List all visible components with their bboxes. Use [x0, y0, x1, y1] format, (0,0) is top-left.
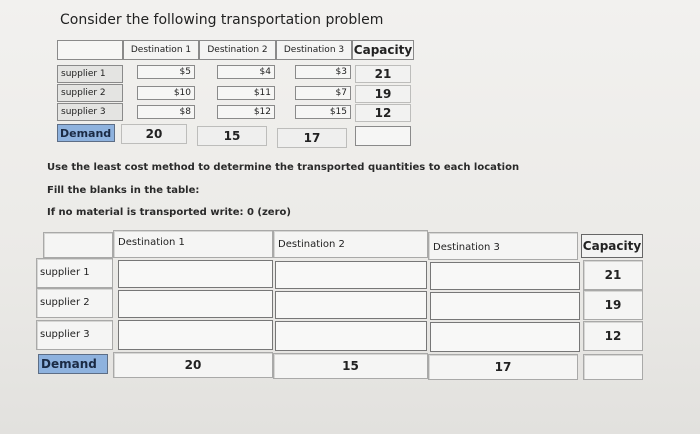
answer-capacity-value: 12: [583, 321, 643, 351]
cost-demand-label: Demand: [57, 124, 115, 142]
answer-table-corner: [43, 232, 113, 258]
answer-input-s2-d2[interactable]: [275, 291, 427, 319]
cost-cell: $12: [217, 105, 275, 119]
answer-input-s3-d2[interactable]: [275, 321, 427, 351]
cost-cell: $3: [295, 65, 351, 79]
answer-capacity-value: 21: [583, 260, 643, 290]
cost-capacity-value: 21: [355, 65, 411, 83]
cost-cell: $10: [137, 86, 195, 100]
cost-cell: $4: [217, 65, 275, 79]
answer-row-label: supplier 2: [36, 288, 113, 318]
cost-cell: $15: [295, 105, 351, 119]
answer-header-destination-2: Destination 2: [273, 230, 428, 258]
answer-row-label: supplier 1: [36, 258, 113, 288]
cost-capacity-value: 19: [355, 85, 411, 103]
cost-demand-blank: [355, 126, 411, 146]
cost-cell: $8: [137, 105, 195, 119]
answer-demand-label: Demand: [38, 354, 108, 374]
answer-demand-value: 20: [113, 352, 273, 378]
cost-capacity-value: 12: [355, 104, 411, 122]
answer-input-s1-d2[interactable]: [275, 261, 427, 289]
instruction-line-3: If no material is transported write: 0 (zero): [47, 207, 291, 218]
answer-input-s1-d3[interactable]: [430, 262, 580, 290]
cost-header-destination-1: Destination 1: [123, 40, 199, 60]
answer-input-s1-d1[interactable]: [118, 260, 273, 288]
answer-header-destination-1: Destination 1: [113, 230, 273, 258]
answer-input-s2-d3[interactable]: [430, 292, 580, 320]
cost-demand-value: 20: [121, 124, 187, 144]
answer-demand-value: 15: [273, 353, 428, 379]
cost-row-label: supplier 1: [57, 65, 123, 83]
cost-header-destination-2: Destination 2: [199, 40, 276, 60]
cost-table-corner: [57, 40, 123, 60]
answer-demand-value: 17: [428, 354, 578, 380]
cost-cell: $11: [217, 86, 275, 100]
instruction-line-1: Use the least cost method to determine the transported quantities to each location: [47, 162, 520, 173]
cost-header-capacity: Capacity: [352, 40, 414, 60]
cost-row-label: supplier 2: [57, 84, 123, 102]
cost-demand-value: 17: [277, 128, 347, 148]
cost-demand-value: 15: [197, 126, 267, 146]
answer-input-s2-d1[interactable]: [118, 290, 273, 318]
cost-cell: $5: [137, 65, 195, 79]
answer-capacity-value: 19: [583, 290, 643, 320]
cost-row-label: supplier 3: [57, 103, 123, 121]
answer-header-destination-3: Destination 3: [428, 232, 578, 260]
instruction-line-2: Fill the blanks in the table:: [47, 185, 200, 196]
cost-cell: $7: [295, 86, 351, 100]
answer-demand-blank: [583, 354, 643, 380]
question-title: Consider the following transportation problem: [60, 12, 384, 28]
answer-input-s3-d3[interactable]: [430, 322, 580, 352]
answer-row-label: supplier 3: [36, 320, 113, 350]
answer-input-s3-d1[interactable]: [118, 320, 273, 350]
answer-header-capacity: Capacity: [581, 234, 643, 258]
cost-header-destination-3: Destination 3: [276, 40, 352, 60]
